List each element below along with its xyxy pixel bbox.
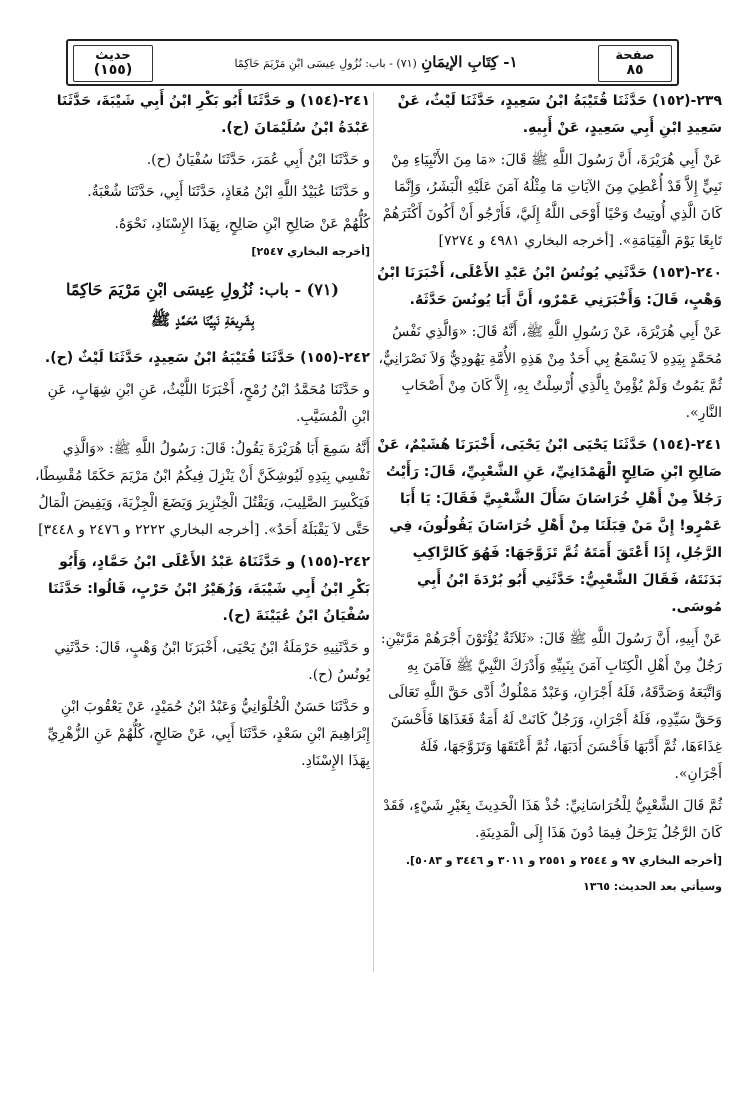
- source-reference-1: [أخرجه البخاري ٢٥٤٧]: [251, 245, 370, 258]
- left-column: [35, 88, 370, 780]
- hadith-239-text: عَنْ أَبِي هُرَيْرَةَ، أَنَّ رَسُولَ اللَّهِ ﷺ قَالَ: «مَا مِنَ الأَنْبِيَاءِ مِنْ نَبِيٍّ إِلاَّ قَدْ أُعْطِيَ مِنَ الآيَاتِ مَا مِثْلُهُ آمَنَ عَلَيْهِ الْبَشَرُ، وَإِنَّمَا كَانَ الَّذِي أُوتِيتُ وَحْيًا أَوْحَى اللَّهُ إِلَيَّ، فَأَرْجُو أَنْ أَكُونَ أَكْثَرَهُمْ تَابِعًا يَوْمَ الْقِيَامَةِ». [أخرجه البخاري ٤٩٨١ و ٧٢٧٤]: [382, 152, 722, 249]
- chapter-heading-line1: (٧١) - باب: نُزُولِ عِيسَى ابْنِ مَرْيَمَ حَاكِمًا: [66, 280, 339, 299]
- hadith-242b-isnad: ٢٤٢-(١٥٥) و حَدَّثَنَاهُ عَبْدُ الأَعْلَى ابْنُ حَمَّادٍ، وَأَبُو بَكْرِ ابْنُ أَبِي شَيْبَةَ، وَزُهَيْرُ ابْنُ حَرْبٍ، قَالُوا: حَدَّثَنَا سُفْيَانُ ابْنُ عُيَيْنَةَ (ح).: [48, 554, 370, 624]
- cross-reference: وسيأتي بعد الحديث: ١٣٦٥: [583, 880, 722, 893]
- hadith-number-box: [73, 45, 153, 82]
- hadith-241-isnad: ٢٤١-(١٥٤) حَدَّثَنَا يَحْيَى ابْنُ يَحْيَى، أَخْبَرَنَا هُشَيْمٌ، عَنْ صَالِحِ ابْنِ صَالِحٍ الْهَمْدَانِيِّ، عَنِ الشَّعْبِيِّ، قَالَ: رَأَيْتُ رَجُلاً مِنْ أَهْلِ خُرَاسَانَ سَأَلَ الشَّعْبِيَّ فَقَالَ: يَا أَبَا عَمْرٍو! إِنَّ مَنْ قِبَلَنَا مِنْ أَهْلِ خُرَاسَانَ يَقُولُونَ، فِي الرَّجُلِ، إِذَا أَعْتَقَ أَمَتَهُ ثُمَّ تَزَوَّجَهَا: فَهُوَ كَالرَّاكِبِ بَدَنَتَهُ، فَقَالَ الشَّعْبِيُّ: حَدَّثَنِي أَبُو بُرْدَةَ ابْنُ أَبِي مُوسَى.: [377, 437, 722, 615]
- page-header: [66, 39, 679, 86]
- hadith-240-isnad: ٢٤٠-(١٥٣) حَدَّثَنِي يُونُسُ ابْنُ عَبْدِ الأَعْلَى، أَخْبَرَنَا ابْنُ وَهْبٍ، قَالَ: وَأَخْبَرَنِي عَمْرٌو، أَنَّ أَبَا يُونُسَ حَدَّثَهُ.: [377, 265, 722, 308]
- chapter-heading: [35, 275, 370, 335]
- hadith-241-text: عَنْ أَبِيهِ، أَنَّ رَسُولَ اللَّهِ ﷺ قَالَ: «ثَلاَثَةٌ يُؤْتَوْنَ أَجْرَهُمْ مَرَّتَيْنِ: رَجُلٌ مِنْ أَهْلِ الْكِتَابِ آمَنَ بِنَبِيِّهِ وَأَدْرَكَ النَّبِيَّ ﷺ فَآمَنَ بِهِ وَاتَّبَعَهُ وَصَدَّقَهُ، فَلَهُ أَجْرَانِ، وَعَبْدٌ مَمْلُوكٌ أَدَّى حَقَّ اللَّهِ تَعَالَى وَحَقَّ سَيِّدِهِ، فَلَهُ أَجْرَانِ، وَرَجُلٌ كَانَتْ لَهُ أَمَةٌ فَغَذَاهَا فَأَحْسَنَ غِذَاءَهَا، ثُمَّ أَدَّبَهَا فَأَحْسَنَ أَدَبَهَا، ثُمَّ أَعْتَقَهَا وَتَزَوَّجَهَا، فَلَهُ أَجْرَانِ».: [380, 631, 722, 782]
- hadith-number: (١٥٥): [93, 61, 133, 78]
- chapter-heading-line2: بِشَرِيعَةِ نَبِيِّنَا مُحَمَّدٍ ﷺ: [150, 310, 255, 329]
- source-reference: [أخرجه البخاري ٩٧ و ٢٥٤٤ و ٢٥٥١ و ٣٠١١ و ٣٤٤٦ و ٥٠٨٣].: [405, 854, 722, 867]
- chain-3: و حَدَّثَنَا عُبَيْدُ اللَّهِ ابْنُ مُعَاذٍ، حَدَّثَنَا أَبِي، حَدَّثَنَا شُعْبَةُ.: [87, 184, 370, 200]
- hadith-239-isnad: ٢٣٩-(١٥٢) حَدَّثَنَا قُتَيْبَةُ ابْنُ سَعِيدٍ، حَدَّثَنَا لَيْثٌ، عَنْ سَعِيدِ ابْنِ أَبِي سَعِيدٍ، عَنْ أَبِيهِ.: [397, 93, 722, 136]
- right-column: [377, 88, 722, 896]
- running-title: [163, 53, 589, 71]
- hadith-242-isnad: ٢٤٢-(١٥٥) حَدَّثَنَا قُتَيْبَةُ ابْنُ سَعِيدٍ، حَدَّثَنَا لَيْثٌ (ح).: [44, 350, 370, 366]
- chain-2: و حَدَّثَنَا ابْنُ أَبِي عُمَرَ، حَدَّثَنَا سُفْيَانُ (ح).: [146, 152, 370, 168]
- hadith-242b-chain-2: و حَدَّثَنَا حَسَنٌ الْحُلْوَانِيُّ وَعَبْدُ ابْنُ حُمَيْدٍ، عَنْ يَعْقُوبَ ابْنِ إِبْرَاهِيمَ ابْنِ سَعْدٍ، حَدَّثَنَا أَبِي، عَنْ صَالِحٍ، كُلُّهُمْ عَنِ الزُّهْرِيِّ بِهَذَا الإِسْنَادِ.: [47, 699, 370, 769]
- hadith-242b-chain: و حَدَّثَنِيهِ حَرْمَلَةُ ابْنُ يَحْيَى، أَخْبَرَنَا ابْنُ وَهْبٍ، قَالَ: حَدَّثَنِي يُونُسُ (ح).: [54, 640, 370, 683]
- page-number-box: [598, 45, 672, 82]
- hadith-241-comment: ثُمَّ قَالَ الشَّعْبِيُّ لِلْخُرَاسَانِيِّ: خُذْ هَذَا الْحَدِيثَ بِغَيْرِ شَيْءٍ، فَقَدْ كَانَ الرَّجُلُ يَرْحَلُ فِيمَا دُونَ هَذَا إِلَى الْمَدِينَةِ.: [383, 798, 722, 841]
- page-number: ٨٥: [626, 61, 644, 78]
- chain-summary: كُلُّهُمْ عَنْ صَالِحِ ابْنِ صَالِحٍ، بِهَذَا الإِسْنَادِ، نَحْوَهُ.: [114, 216, 370, 232]
- chapter-ref: (٧١) - باب: نُزُولِ عِيسَى ابْنِ مَرْيَمَ حَاكِمًا: [234, 57, 417, 70]
- hadith-242-text: أَنَّهُ سَمِعَ أَبَا هُرَيْرَةَ يَقُولُ: قَالَ: رَسُولُ اللَّهِ ﷺ: «وَالَّذِي نَفْسِي بِيَدِهِ لَيُوشِكَنَّ أَنْ يَنْزِلَ فِيكُمُ ابْنُ مَرْيَمَ حَكَمًا مُقْسِطًا، فَيَكْسِرَ الصَّلِيبَ، وَيَقْتُلَ الْخِنْزِيرَ وَيَضَعَ الْجِزْيَةَ، وَيَفِيضَ الْمَالُ حَتَّى لاَ يَقْبَلَهُ أَحَدٌ». [أخرجه البخاري ٢٢٢٢ و ٢٤٧٦ و ٣٤٤٨]: [35, 441, 370, 538]
- page-label: صفحة: [615, 48, 655, 64]
- hadith-label: حديث: [95, 48, 131, 64]
- hadith-242-chain: و حَدَّثَنَا مُحَمَّدُ ابْنُ رُمْحٍ، أَخْبَرَنَا اللَّيْثُ، عَنِ ابْنِ شِهَابٍ، عَنِ ابْنِ الْمُسَيَّبِ.: [47, 382, 370, 425]
- column-divider: [373, 92, 374, 972]
- hadith-241b-isnad: ٢٤١-(١٥٤) و حَدَّثَنَا أَبُو بَكْرِ ابْنُ أَبِي شَيْبَةَ، حَدَّثَنَا عَبْدَةُ ابْنُ سُلَيْمَانَ (ح).: [56, 93, 370, 136]
- book-title: ١- كِتَابِ الإيمَانِ: [421, 53, 518, 71]
- hadith-240-text: عَنْ أَبِي هُرَيْرَةَ، عَنْ رَسُولِ اللَّهِ ﷺ، أَنَّهُ قَالَ: «وَالَّذِي نَفْسُ مُحَمَّدٍ بِيَدِهِ لاَ يَسْمَعُ بِي أَحَدٌ مِنْ هَذِهِ الأُمَّةِ يَهُودِيٌّ وَلاَ نَصْرَانِيٌّ، ثُمَّ يَمُوتُ وَلَمْ يُؤْمِنْ بِالَّذِي أُرْسِلْتُ بِهِ، إِلاَّ كَانَ مِنْ أَصْحَابِ النَّارِ».: [378, 324, 722, 421]
